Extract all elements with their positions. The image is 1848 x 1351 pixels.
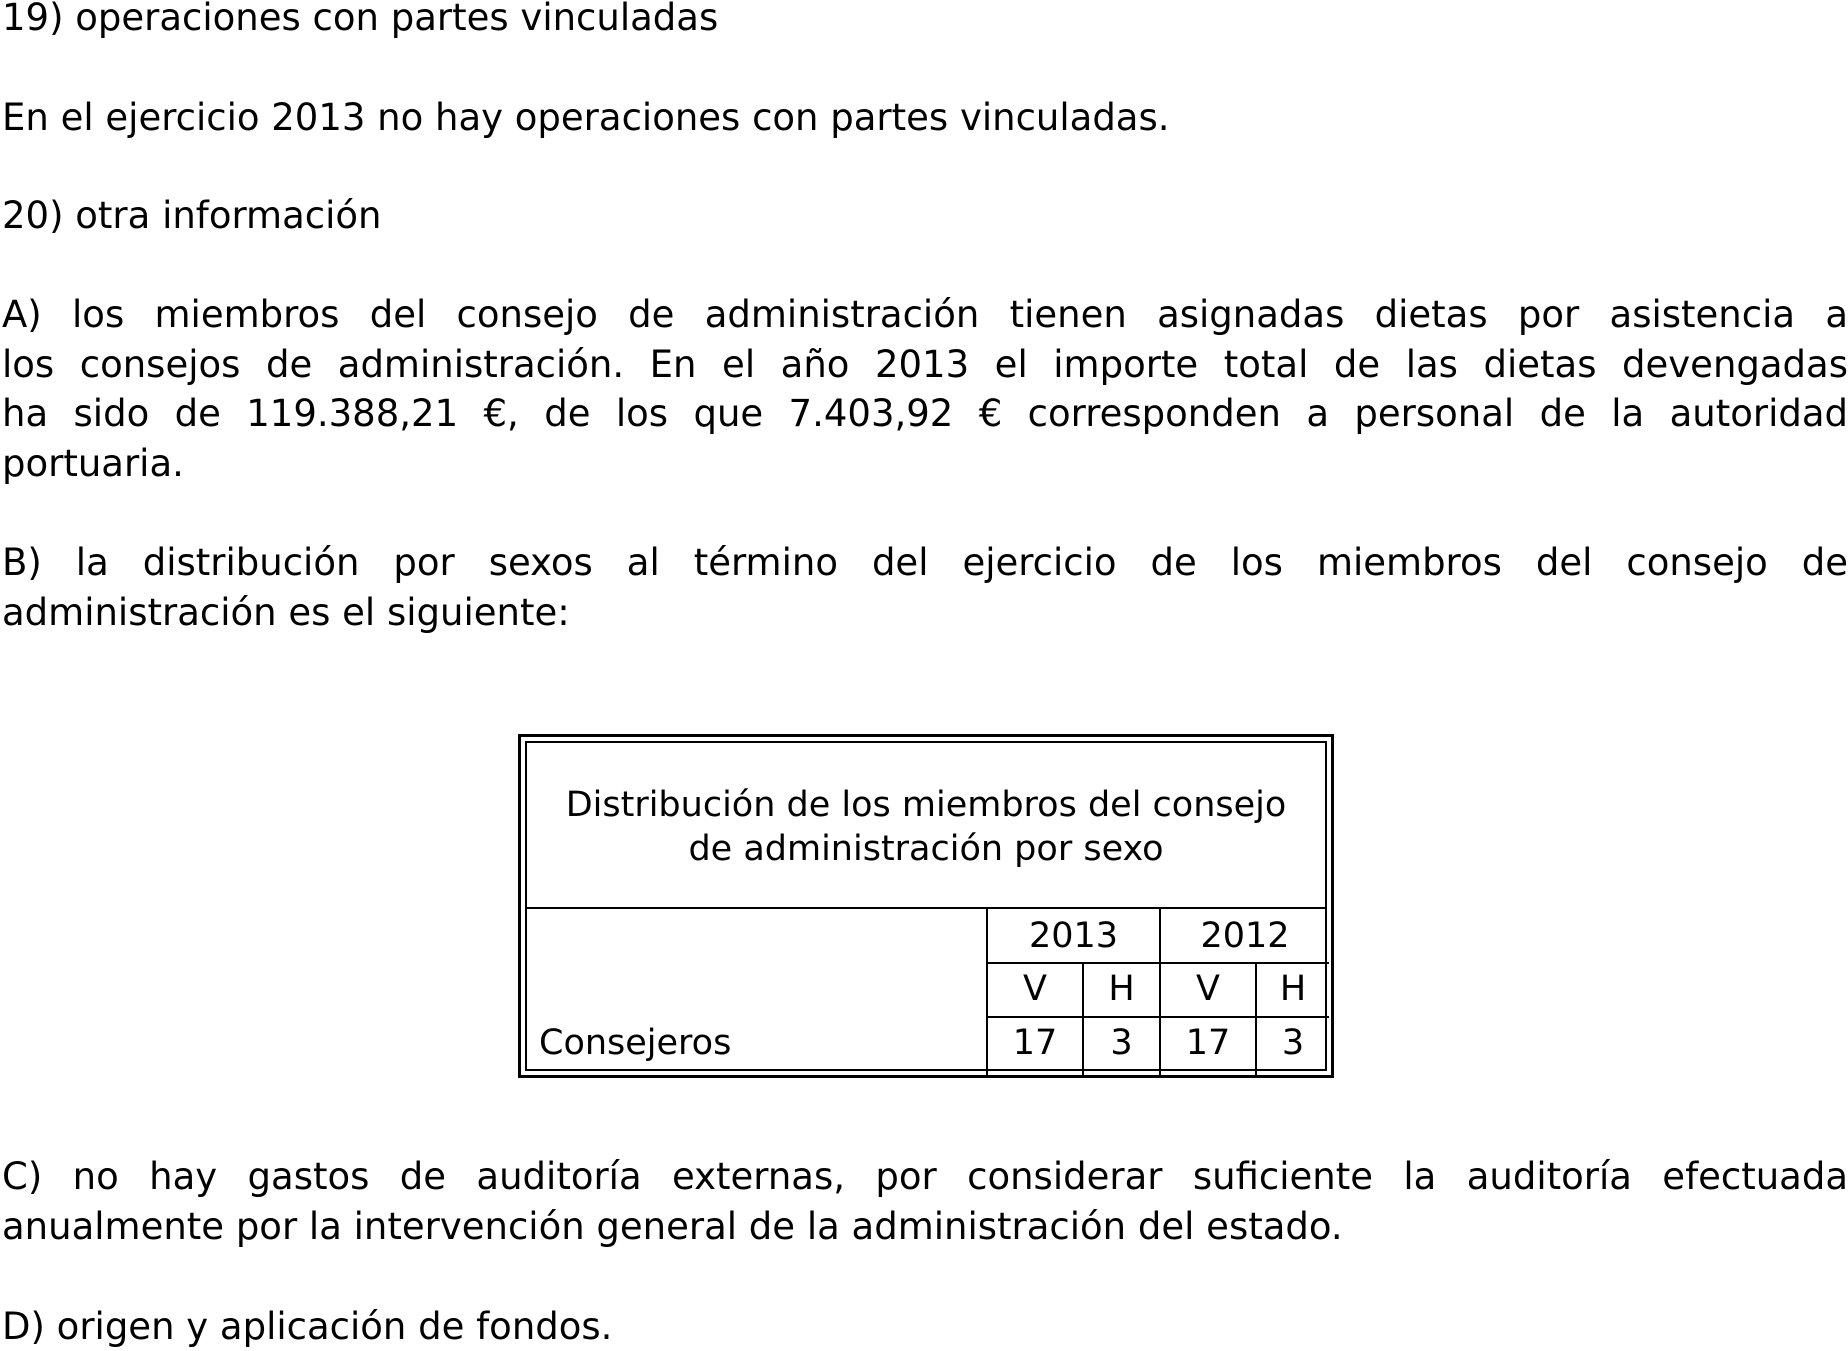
paragraph-a-line: A) los miembros del consejo de administración tienen asignadas dietas por asistencia a — [2, 293, 1848, 336]
row-label-consejeros: Consejeros — [539, 1023, 732, 1063]
board-distribution-table — [518, 734, 1334, 1078]
table-value-cell: 17 — [1185, 1023, 1231, 1063]
paragraph-c — [2, 1152, 1848, 1251]
table-inner — [525, 741, 1327, 1071]
paragraph-c-line: C) no hay gastos de auditoría externas, por considerar suficiente la auditoría efectuada — [2, 1155, 1848, 1198]
table-value-cell: 3 — [1281, 1023, 1305, 1063]
paragraph-a — [2, 290, 1848, 488]
paragraph-b — [2, 538, 1848, 637]
table-value-cell: 17 — [1012, 1023, 1058, 1063]
paragraph-a-line: los consejos de administración. En el año 2013 el importe total de las dietas devengadas — [2, 342, 1848, 386]
paragraph-a-line: portuaria. — [2, 441, 184, 485]
sex-subheader: H — [1108, 969, 1135, 1009]
section-19-heading: 19) operaciones con partes vinculadas — [2, 0, 719, 39]
section-19-body: En el ejercicio 2013 no hay operaciones con partes vinculadas. — [2, 96, 1170, 139]
paragraph-d: D) origen y aplicación de fondos. — [2, 1305, 613, 1348]
section-20-heading: 20) otra información — [2, 194, 382, 237]
sex-subheader: V — [1023, 969, 1047, 1009]
year-header: 2012 — [1200, 916, 1290, 956]
paragraph-c-line: anualmente por la intervención general de la administración del estado. — [2, 1204, 1343, 1248]
table-value-cell: 3 — [1110, 1023, 1133, 1063]
paragraph-a-line: ha sido de 119.388,21 €, de los que 7.403,92 € corresponden a personal de la autoridad — [2, 392, 1848, 435]
table-title — [527, 743, 1325, 909]
paragraph-b-line: administración es el siguiente: — [2, 590, 570, 634]
table-title-line: Distribución de los miembros del consejo — [565, 785, 1287, 825]
paragraph-b-line: B) la distribución por sexos al término del ejercicio de los miembros del consejo de — [2, 541, 1848, 584]
table-title-line: de administración por sexo — [688, 829, 1164, 869]
year-header: 2013 — [1028, 916, 1119, 956]
sex-subheader: V — [1196, 969, 1220, 1009]
sex-subheader: H — [1279, 969, 1307, 1009]
